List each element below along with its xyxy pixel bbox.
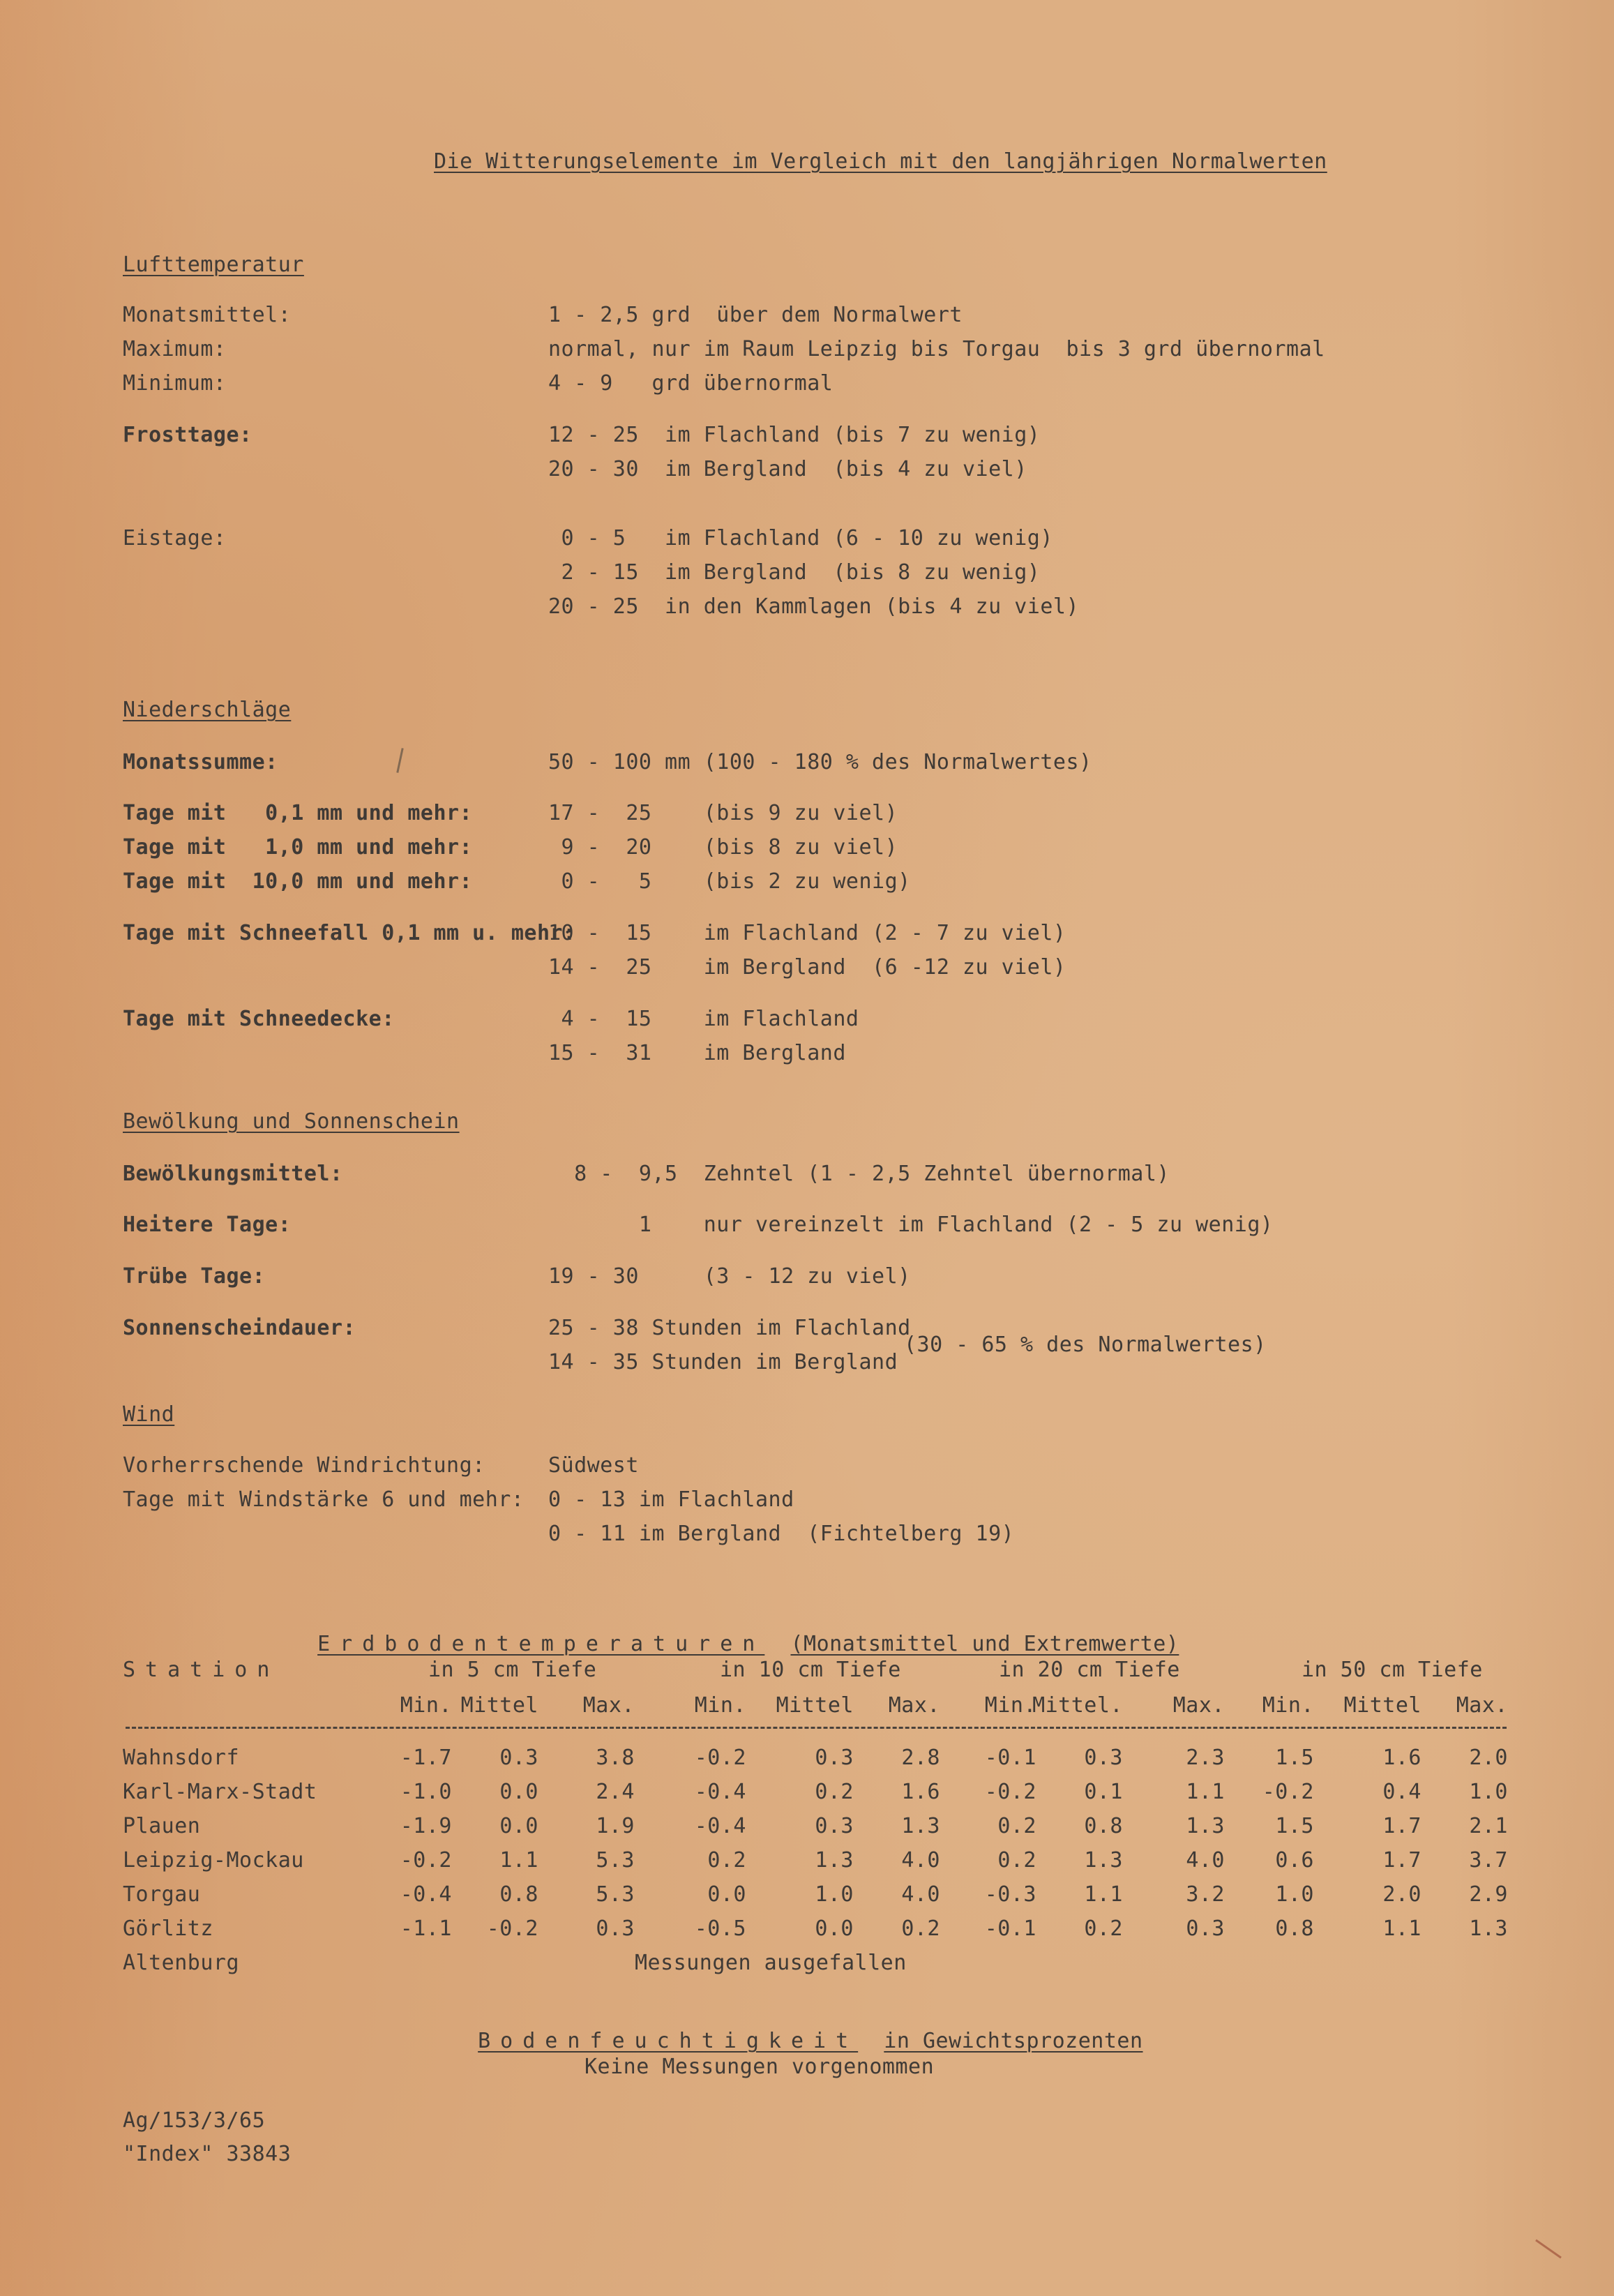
station-value: 1.9 bbox=[596, 1814, 635, 1838]
nieder-value: 0 - 5 (bis 2 zu wenig) bbox=[548, 869, 911, 894]
station-value: 1.3 bbox=[815, 1848, 854, 1873]
station-value: -0.4 bbox=[400, 1882, 452, 1907]
station-value: 4.0 bbox=[901, 1848, 940, 1873]
station-value: 2.9 bbox=[1469, 1882, 1508, 1907]
station-value: 2.0 bbox=[1382, 1882, 1421, 1907]
bew-value: 19 - 30 (3 - 12 zu viel) bbox=[548, 1264, 911, 1289]
bew-label: Bewölkungsmittel: bbox=[123, 1162, 343, 1186]
erdboden-heading-title: Erdbodentemperaturen bbox=[317, 1632, 765, 1656]
station-value: -0.2 bbox=[984, 1780, 1036, 1804]
document-reference: Ag/153/3/65 bbox=[123, 2108, 266, 2133]
bew-value: 25 - 38 Stunden im Flachland bbox=[548, 1316, 911, 1340]
station-value: 1.3 bbox=[1186, 1814, 1225, 1838]
nieder-value: 15 - 31 im Bergland bbox=[548, 1041, 846, 1065]
station-value: 3.7 bbox=[1469, 1848, 1508, 1873]
station-value: 3.8 bbox=[596, 1746, 635, 1770]
station-value: 2.1 bbox=[1469, 1814, 1508, 1838]
station-value: 5.3 bbox=[596, 1848, 635, 1873]
station-value: 4.0 bbox=[1186, 1848, 1225, 1873]
station-value: 5.3 bbox=[596, 1882, 635, 1907]
station-value: 0.0 bbox=[707, 1882, 746, 1907]
station-value: -0.1 bbox=[984, 1746, 1036, 1770]
luft-value: 2 - 15 im Bergland (bis 8 zu wenig) bbox=[548, 560, 1041, 585]
nieder-value: 10 - 15 im Flachland (2 - 7 zu viel) bbox=[548, 921, 1066, 945]
column-subhead: Min. bbox=[1262, 1693, 1314, 1718]
station-value: 1.1 bbox=[1186, 1780, 1225, 1804]
station-value: 2.8 bbox=[901, 1746, 940, 1770]
station-value: -1.7 bbox=[400, 1746, 452, 1770]
station-value: 1.5 bbox=[1275, 1746, 1314, 1770]
page-title: Die Witterungselemente im Vergleich mit den langjährigen Normalwerten bbox=[434, 149, 1327, 174]
bew-value: 1 nur vereinzelt im Flachland (2 - 5 zu wenig) bbox=[548, 1213, 1274, 1237]
nieder-label: Tage mit 1,0 mm und mehr: bbox=[123, 835, 473, 860]
station-name-altenburg: Altenburg bbox=[123, 1951, 240, 1975]
nieder-label: Tage mit Schneedecke: bbox=[123, 1007, 395, 1031]
station-value: 0.2 bbox=[997, 1848, 1036, 1873]
nieder-label: Tage mit 10,0 mm und mehr: bbox=[123, 869, 473, 894]
station-value: 1.0 bbox=[1469, 1780, 1508, 1804]
corner-mark bbox=[1535, 2239, 1562, 2259]
station-value: -0.2 bbox=[694, 1746, 746, 1770]
column-subhead: Mittel bbox=[460, 1693, 538, 1718]
station-value: 0.8 bbox=[499, 1882, 538, 1907]
nieder-label: Tage mit 0,1 mm und mehr: bbox=[123, 801, 473, 825]
erdboden-heading-note: (Monatsmittel und Extremwerte) bbox=[790, 1632, 1179, 1656]
nieder-value: 14 - 25 im Bergland (6 -12 zu viel) bbox=[548, 955, 1066, 980]
sun-note: (30 - 65 % des Normalwertes) bbox=[904, 1333, 1267, 1357]
station-name: Wahnsdorf bbox=[123, 1746, 240, 1770]
column-subhead: Min. bbox=[400, 1693, 452, 1718]
station-value: 0.8 bbox=[1275, 1916, 1314, 1941]
station-value: 3.2 bbox=[1186, 1882, 1225, 1907]
index-number: "Index" 33843 bbox=[123, 2142, 292, 2166]
column-subhead: Mittel bbox=[776, 1693, 854, 1718]
depth-header: in 10 cm Tiefe bbox=[720, 1658, 901, 1682]
bew-label: Trübe Tage: bbox=[123, 1264, 266, 1289]
luft-value: 4 - 9 grd übernormal bbox=[548, 371, 834, 396]
station-value: -1.1 bbox=[400, 1916, 452, 1941]
station-value: 0.1 bbox=[1084, 1780, 1123, 1804]
luft-value: 0 - 5 im Flachland (6 - 10 zu wenig) bbox=[548, 526, 1053, 550]
depth-header: in 5 cm Tiefe bbox=[428, 1658, 597, 1682]
header-dashed-rule bbox=[126, 1727, 1507, 1729]
altenburg-note: Messungen ausgefallen bbox=[635, 1951, 907, 1975]
station-value: 0.3 bbox=[1084, 1746, 1123, 1770]
wind-value: Südwest bbox=[548, 1453, 639, 1478]
luft-label: Eistage: bbox=[123, 526, 227, 550]
column-subhead: Mittel. bbox=[1032, 1693, 1123, 1718]
station-value: 2.4 bbox=[596, 1780, 635, 1804]
station-value: 0.8 bbox=[1084, 1814, 1123, 1838]
station-value: 1.6 bbox=[901, 1780, 940, 1804]
station-value: 1.7 bbox=[1382, 1814, 1421, 1838]
station-value: 0.0 bbox=[815, 1916, 854, 1941]
pencil-mark bbox=[396, 748, 403, 773]
column-subhead: Mittel bbox=[1343, 1693, 1421, 1718]
section-heading-wind: Wind bbox=[123, 1402, 175, 1427]
station-value: 0.2 bbox=[815, 1780, 854, 1804]
luft-label: Frosttage: bbox=[123, 423, 252, 447]
section-heading-lufttemperatur: Lufttemperatur bbox=[123, 253, 304, 277]
station-value: -0.3 bbox=[984, 1882, 1036, 1907]
station-value: 0.0 bbox=[499, 1814, 538, 1838]
station-value: 1.6 bbox=[1382, 1746, 1421, 1770]
station-value: -0.1 bbox=[984, 1916, 1036, 1941]
depth-header: in 50 cm Tiefe bbox=[1302, 1658, 1483, 1682]
station-value: 2.3 bbox=[1186, 1746, 1225, 1770]
station-value: 1.3 bbox=[901, 1814, 940, 1838]
nieder-value: 4 - 15 im Flachland bbox=[548, 1007, 859, 1031]
station-value: 0.3 bbox=[596, 1916, 635, 1941]
station-value: 1.3 bbox=[1084, 1848, 1123, 1873]
luft-value: 20 - 30 im Bergland (bis 4 zu viel) bbox=[548, 457, 1027, 481]
station-name: Torgau bbox=[123, 1882, 201, 1907]
station-value: 0.3 bbox=[1186, 1916, 1225, 1941]
erdboden-heading bbox=[292, 1607, 1179, 1657]
station-value: 0.0 bbox=[499, 1780, 538, 1804]
column-subhead: Min. bbox=[694, 1693, 746, 1718]
luft-value: normal, nur im Raum Leipzig bis Torgau bis 3 grd übernormal bbox=[548, 337, 1325, 361]
station-value: -0.2 bbox=[1262, 1780, 1314, 1804]
station-value: -0.4 bbox=[694, 1814, 746, 1838]
station-value: -1.9 bbox=[400, 1814, 452, 1838]
station-value: 0.3 bbox=[815, 1814, 854, 1838]
luft-value: 20 - 25 in den Kammlagen (bis 4 zu viel) bbox=[548, 594, 1080, 619]
station-value: 0.6 bbox=[1275, 1848, 1314, 1873]
station-name: Görlitz bbox=[123, 1916, 213, 1941]
luft-label: Maximum: bbox=[123, 337, 227, 361]
station-value: -0.5 bbox=[694, 1916, 746, 1941]
station-value: 1.1 bbox=[1084, 1882, 1123, 1907]
nieder-value: 17 - 25 (bis 9 zu viel) bbox=[548, 801, 898, 825]
bew-label: Heitere Tage: bbox=[123, 1213, 292, 1237]
station-value: 0.3 bbox=[815, 1746, 854, 1770]
station-value: -0.2 bbox=[486, 1916, 538, 1941]
station-value: 0.2 bbox=[901, 1916, 940, 1941]
luft-label: Minimum: bbox=[123, 371, 227, 396]
bodenfeuchte-heading-note: in Gewichtsprozenten bbox=[884, 2029, 1143, 2053]
station-value: -1.0 bbox=[400, 1780, 452, 1804]
station-value: 2.0 bbox=[1469, 1746, 1508, 1770]
bodenfeuchte-heading bbox=[452, 2004, 1143, 2054]
station-value: 1.0 bbox=[1275, 1882, 1314, 1907]
bodenfeuchte-heading-title: Bodenfeuchtigkeit bbox=[478, 2029, 859, 2053]
station-value: 1.1 bbox=[1382, 1916, 1421, 1941]
station-name: Leipzig-Mockau bbox=[123, 1848, 304, 1873]
station-value: 1.7 bbox=[1382, 1848, 1421, 1873]
column-subhead: Max. bbox=[1456, 1693, 1508, 1718]
nieder-value: 50 - 100 mm (100 - 180 % des Normalwertes) bbox=[548, 750, 1092, 774]
column-subhead: Max. bbox=[582, 1693, 635, 1718]
section-heading-niederschlaege: Niederschläge bbox=[123, 698, 292, 722]
station-value: 1.3 bbox=[1469, 1916, 1508, 1941]
station-value: -0.4 bbox=[694, 1780, 746, 1804]
station-value: 0.3 bbox=[499, 1746, 538, 1770]
nieder-label: Tage mit Schneefall 0,1 mm u. mehr: bbox=[123, 921, 576, 945]
station-value: 4.0 bbox=[901, 1882, 940, 1907]
luft-value: 1 - 2,5 grd über dem Normalwert bbox=[548, 303, 963, 327]
station-value: 1.5 bbox=[1275, 1814, 1314, 1838]
bew-value: 14 - 35 Stunden im Bergland bbox=[548, 1350, 898, 1374]
wind-label: Tage mit Windstärke 6 und mehr: bbox=[123, 1487, 525, 1512]
luft-value: 12 - 25 im Flachland (bis 7 zu wenig) bbox=[548, 423, 1041, 447]
station-value: 0.2 bbox=[1084, 1916, 1123, 1941]
station-value: 1.0 bbox=[815, 1882, 854, 1907]
section-heading-bewoelkung: Bewölkung und Sonnenschein bbox=[123, 1109, 460, 1134]
wind-value: 0 - 11 im Bergland (Fichtelberg 19) bbox=[548, 1522, 1015, 1546]
station-value: -0.2 bbox=[400, 1848, 452, 1873]
wind-label: Vorherrschende Windrichtung: bbox=[123, 1453, 485, 1478]
bew-label: Sonnenscheindauer: bbox=[123, 1316, 356, 1340]
station-value: 0.2 bbox=[997, 1814, 1036, 1838]
bodenfeuchte-text: Keine Messungen vorgenommen bbox=[584, 2055, 935, 2079]
column-subhead: Min. bbox=[984, 1693, 1036, 1718]
station-value: 0.2 bbox=[707, 1848, 746, 1873]
depth-header: in 20 cm Tiefe bbox=[999, 1658, 1180, 1682]
column-subhead: Max. bbox=[888, 1693, 940, 1718]
station-name: Plauen bbox=[123, 1814, 201, 1838]
wind-value: 0 - 13 im Flachland bbox=[548, 1487, 794, 1512]
nieder-label: Monatssumme: bbox=[123, 750, 278, 774]
station-name: Karl-Marx-Stadt bbox=[123, 1780, 317, 1804]
luft-label: Monatsmittel: bbox=[123, 303, 292, 327]
column-subhead: Max. bbox=[1172, 1693, 1225, 1718]
bew-value: 8 - 9,5 Zehntel (1 - 2,5 Zehntel übernormal) bbox=[548, 1162, 1170, 1186]
nieder-value: 9 - 20 (bis 8 zu viel) bbox=[548, 835, 898, 860]
station-column-label: Station bbox=[123, 1658, 280, 1682]
station-value: 0.4 bbox=[1382, 1780, 1421, 1804]
station-value: 1.1 bbox=[499, 1848, 538, 1873]
